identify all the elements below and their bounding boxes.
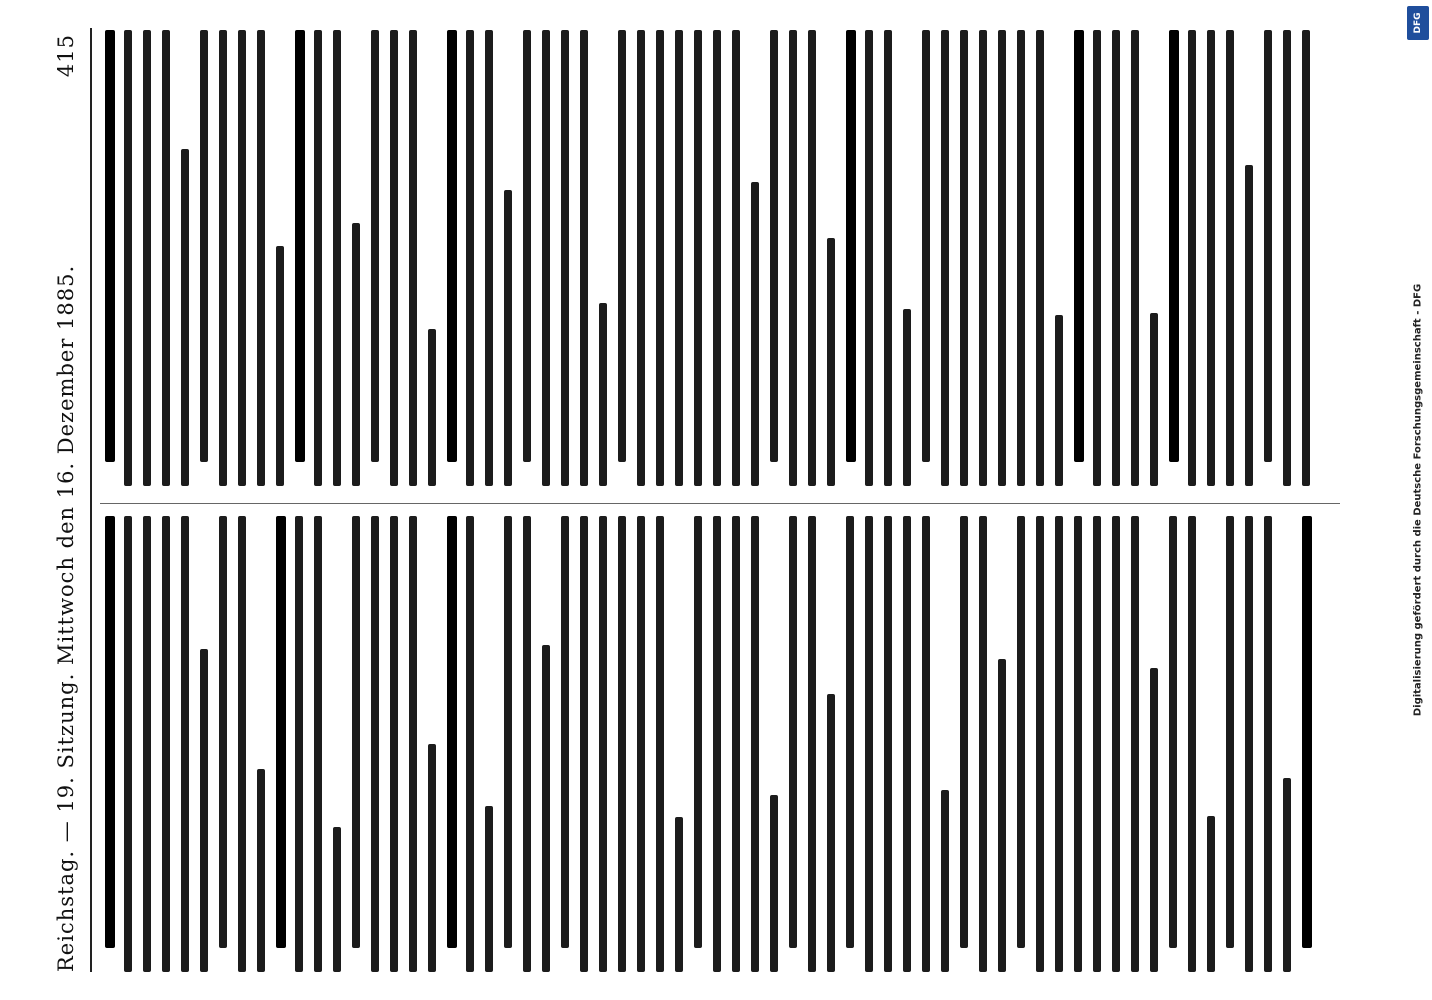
text-line [1226, 516, 1234, 948]
text-line [827, 694, 835, 972]
text-line [504, 190, 512, 486]
text-line [333, 30, 341, 486]
text-line [314, 30, 322, 486]
text-line [295, 516, 303, 972]
text-line [352, 223, 360, 486]
text-line [352, 516, 360, 948]
text-line [941, 790, 949, 972]
text-line [808, 30, 816, 486]
text-line [1036, 30, 1044, 486]
text-line [1017, 516, 1025, 948]
text-line [257, 769, 265, 972]
text-line [504, 516, 512, 948]
text-line [200, 30, 208, 462]
page-number: 415 [54, 34, 78, 78]
text-line [143, 516, 151, 972]
text-line [637, 516, 645, 972]
text-line [257, 30, 265, 486]
text-line [238, 516, 246, 972]
text-line [1169, 516, 1177, 948]
text-line [618, 30, 626, 462]
text-line [884, 516, 892, 972]
dfg-logo-label: DFG [1413, 12, 1423, 34]
text-line [1074, 516, 1082, 972]
text-line [428, 329, 436, 486]
text-line [922, 30, 930, 462]
text-line [523, 516, 531, 972]
text-line [580, 516, 588, 972]
text-line [599, 303, 607, 486]
text-line [1131, 516, 1139, 972]
text-line [846, 516, 854, 948]
text-line [466, 516, 474, 972]
text-line [200, 649, 208, 972]
running-header: Reichstag. — 19. Sitzung. Mittwoch den 16. Dezember 1885. [54, 264, 78, 972]
text-line [371, 30, 379, 462]
text-line [618, 516, 626, 972]
text-line [1150, 668, 1158, 972]
text-line [276, 516, 286, 948]
text-line [295, 30, 305, 462]
text-line [390, 30, 398, 486]
text-line [1283, 30, 1291, 486]
text-line [542, 645, 550, 972]
text-line [219, 516, 227, 948]
text-line [1112, 516, 1120, 972]
text-line [732, 516, 740, 972]
text-line [979, 516, 987, 972]
text-line [409, 516, 417, 972]
text-line [884, 30, 892, 486]
text-line [162, 30, 170, 486]
column-divider [100, 503, 1340, 504]
text-column-left [100, 516, 1340, 972]
text-line [751, 182, 759, 486]
text-line [1302, 30, 1310, 486]
text-line [656, 30, 664, 486]
text-line [105, 30, 115, 462]
text-line [1074, 30, 1084, 462]
text-line [1055, 516, 1063, 972]
text-line [770, 30, 778, 462]
page-header [48, 28, 88, 972]
text-line [1093, 30, 1101, 486]
text-line [1055, 315, 1063, 486]
text-line [599, 516, 607, 972]
text-line [1245, 165, 1253, 486]
text-line [675, 30, 683, 486]
text-line [447, 516, 457, 948]
text-line [1207, 30, 1215, 486]
text-line [789, 516, 797, 948]
text-line [827, 238, 835, 486]
text-line [181, 149, 189, 486]
text-line [1207, 816, 1215, 972]
text-line [181, 516, 189, 972]
text-line [580, 30, 588, 486]
text-line [808, 516, 816, 972]
text-line [1264, 30, 1272, 462]
text-line [846, 30, 856, 462]
text-line [143, 30, 151, 486]
text-line [371, 516, 379, 972]
text-line [694, 30, 702, 486]
text-line [485, 806, 493, 972]
text-line [238, 30, 246, 486]
text-line [865, 30, 873, 486]
text-line [1245, 516, 1253, 972]
text-line [1188, 30, 1196, 486]
text-line [903, 516, 911, 972]
text-line [124, 30, 132, 486]
text-line [447, 30, 457, 462]
text-line [1188, 516, 1196, 972]
text-line [713, 516, 721, 972]
dfg-logo [1407, 6, 1429, 40]
text-line [1283, 778, 1291, 972]
text-column-right [100, 30, 1340, 486]
text-line [124, 516, 132, 972]
digitization-note [1406, 0, 1430, 1000]
text-line [789, 30, 797, 486]
text-line [903, 309, 911, 486]
text-line [390, 516, 398, 972]
digitization-note-text: Digitalisierung gefördert durch die Deutsche Forschungsgemeinschaft - DFG [1412, 283, 1424, 717]
text-line [409, 30, 417, 486]
text-line [922, 516, 930, 972]
text-line [998, 659, 1006, 972]
text-line [713, 30, 721, 486]
text-line [675, 817, 683, 972]
text-line [865, 516, 873, 972]
text-line [1226, 30, 1234, 486]
text-line [542, 30, 550, 486]
text-line [561, 30, 569, 486]
text-line [162, 516, 170, 972]
text-line [1150, 313, 1158, 486]
text-line [751, 516, 759, 972]
text-line [485, 30, 493, 486]
text-line [1302, 516, 1312, 948]
text-line [960, 30, 968, 486]
text-line [1017, 30, 1025, 486]
header-rule [90, 28, 92, 972]
text-line [732, 30, 740, 486]
text-line [523, 30, 531, 462]
text-line [979, 30, 987, 486]
text-line [1093, 516, 1101, 972]
text-line [770, 795, 778, 972]
text-line [466, 30, 474, 486]
text-line [1036, 516, 1044, 972]
text-line [941, 30, 949, 486]
text-line [219, 30, 227, 486]
text-line [998, 30, 1006, 486]
text-line [314, 516, 322, 972]
text-line [960, 516, 968, 948]
text-line [656, 516, 664, 972]
text-line [276, 246, 284, 486]
text-line [637, 30, 645, 486]
text-line [1112, 30, 1120, 486]
text-line [694, 516, 702, 948]
text-line [105, 516, 115, 948]
text-line [428, 744, 436, 972]
text-line [1264, 516, 1272, 972]
text-line [333, 827, 341, 972]
text-line [561, 516, 569, 948]
text-line [1131, 30, 1139, 486]
text-line [1169, 30, 1179, 462]
